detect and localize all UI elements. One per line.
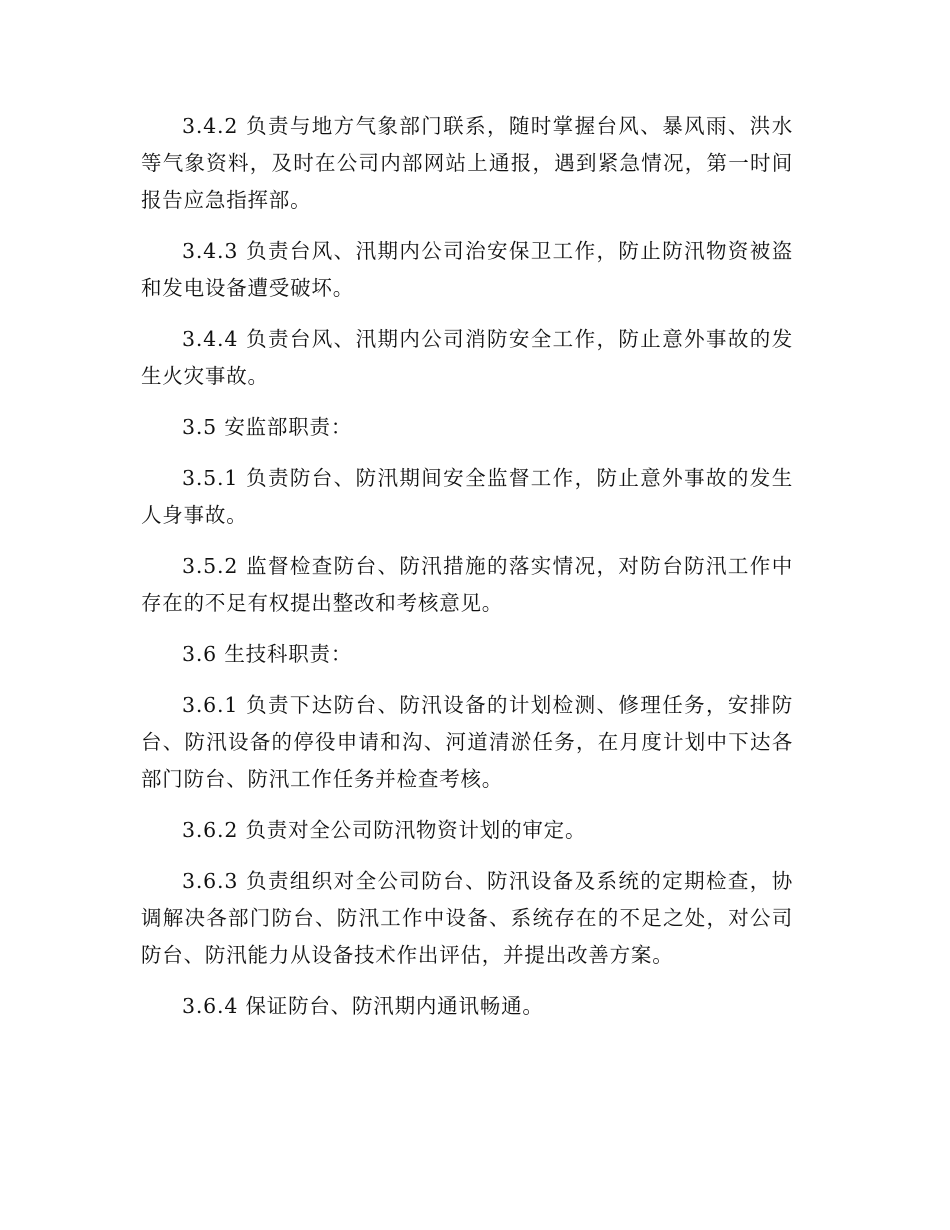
paragraph-3-6-2: 3.6.2 负责对全公司防汛物资计划的审定。 (182, 818, 587, 842)
document-body (141, 108, 793, 1039)
paragraph-3-5-1: 3.5.1 负责防台、防汛期间安全监督工作，防止意外事故的发生人身事故。 (141, 466, 793, 527)
paragraph-3-4-3: 3.4.3 负责台风、汛期内公司治安保卫工作，防止防汛物资被盗和发电设备遭受破坏。 (141, 239, 793, 300)
paragraph-3-6-4: 3.6.4 保证防台、防汛期内通讯畅通。 (182, 994, 544, 1018)
section-heading-3-6: 3.6 生技科职责： (182, 642, 353, 666)
paragraph-3-6-1: 3.6.1 负责下达防台、防汛设备的计划检测、修理任务，安排防台、防汛设备的停役申请和沟、河道清淤任务，在月度计划中下达各部门防台、防汛工作任务并检查考核。 (141, 693, 793, 791)
section-heading-3-5: 3.5 安监部职责： (182, 415, 353, 439)
paragraph-3-6-3: 3.6.3 负责组织对全公司防台、防汛设备及系统的定期检查，协调解决各部门防台、防汛工作中设备、系统存在的不足之处，对公司防台、防汛能力从设备技术作出评估，并提出改善方案。 (141, 869, 793, 967)
paragraph-3-5-2: 3.5.2 监督检查防台、防汛措施的落实情况，对防台防汛工作中存在的不足有权提出整改和考核意见。 (141, 554, 793, 615)
paragraph-3-4-4: 3.4.4 负责台风、汛期内公司消防安全工作，防止意外事故的发生火灾事故。 (141, 327, 793, 388)
paragraph-3-4-2: 3.4.2 负责与地方气象部门联系，随时掌握台风、暴风雨、洪水等气象资料，及时在公司内部网站上通报，遇到紧急情况，第一时间报告应急指挥部。 (141, 114, 793, 212)
